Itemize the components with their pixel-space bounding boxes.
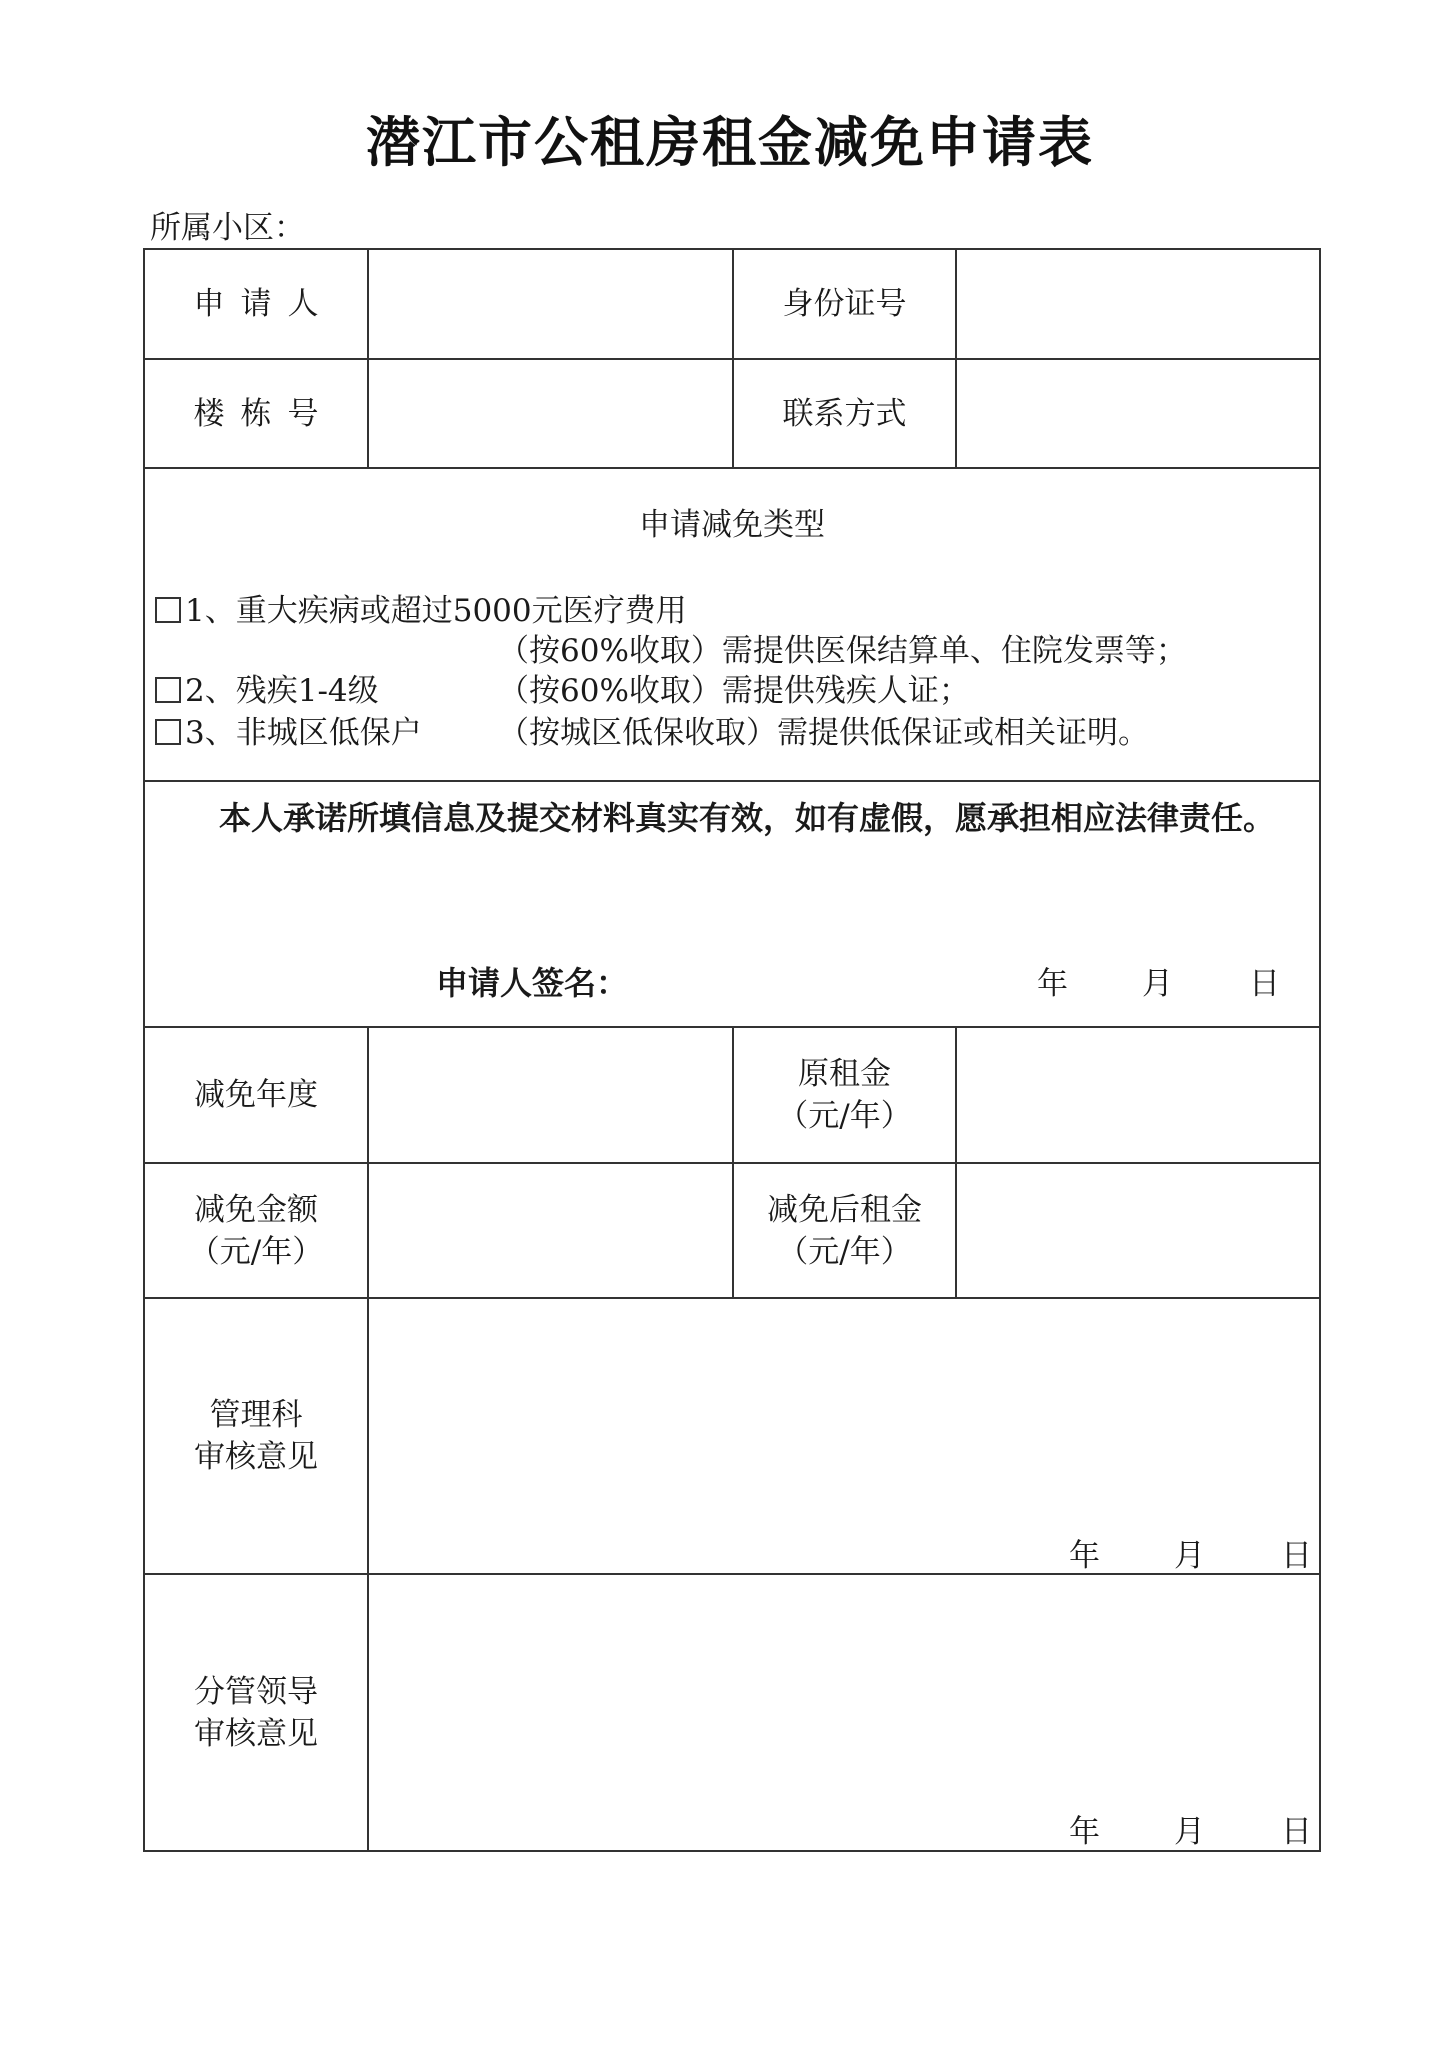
management-review-line2: 审核意见	[194, 1439, 318, 1475]
applicant-field[interactable]	[369, 252, 730, 356]
pledge-day: 日	[1249, 966, 1280, 1002]
leader-review-label-cell	[145, 1575, 367, 1850]
applicant-label: 申请人	[193, 286, 335, 322]
leader-review-line1: 分管领导	[194, 1673, 318, 1710]
option-disability[interactable]	[155, 665, 379, 710]
reduction-year-field[interactable]	[369, 1030, 730, 1160]
document-title: 潜江市公租房租金减免申请表	[366, 110, 1094, 174]
leader-review-field[interactable]	[369, 1577, 1317, 1797]
leader-review-year: 年	[1069, 1814, 1100, 1850]
pledge-text: 本人承诺所填信息及提交材料真实有效，如有虚假，愿承担相应法律责任。	[219, 799, 1276, 837]
original-rent-label-cell	[734, 1028, 955, 1162]
building-label-cell	[145, 360, 367, 467]
option-note: （按城区低保收取）需提供低保证或相关证明。	[498, 715, 1149, 751]
community-label: 所属小区：	[150, 210, 305, 246]
option-note: （按60%收取）需提供残疾人证；	[498, 673, 970, 709]
reduction-amount-label-cell	[145, 1164, 367, 1297]
rent-after-field[interactable]	[957, 1166, 1317, 1295]
pledge-year: 年	[1037, 966, 1068, 1002]
contact-label-cell	[734, 360, 955, 467]
building-field[interactable]	[369, 362, 730, 465]
option-label: 3、非城区低保户	[185, 715, 422, 751]
signature-field[interactable]	[645, 952, 1065, 1002]
original-rent-field[interactable]	[957, 1030, 1317, 1160]
management-review-year: 年	[1069, 1538, 1100, 1574]
applicant-label-cell	[145, 250, 367, 358]
id-number-label-cell	[734, 250, 955, 358]
reduction-year-label: 减免年度	[194, 1077, 318, 1113]
unit-label: （元/年）	[777, 1233, 912, 1270]
option-low-income[interactable]	[155, 707, 422, 752]
rent-after-label: 减免后租金	[767, 1191, 922, 1228]
option-note: （按60%收取）需提供医保结算单、住院发票等；	[498, 633, 1187, 669]
management-review-field[interactable]	[369, 1301, 1317, 1521]
reduction-year-label-cell	[145, 1028, 367, 1162]
option-label: 2、残疾1-4级	[185, 673, 379, 709]
pledge-month: 月	[1142, 966, 1173, 1002]
pledge-section	[145, 782, 1319, 1026]
reduction-amount-label: 减免金额	[194, 1191, 318, 1228]
signature-label: 申请人签名：	[436, 964, 629, 1002]
management-review-month: 月	[1174, 1538, 1205, 1574]
checkbox-icon[interactable]	[155, 719, 181, 745]
building-label: 楼栋号	[193, 395, 335, 432]
application-form	[143, 248, 1321, 1852]
original-rent-label: 原租金	[798, 1056, 891, 1092]
leader-review-month: 月	[1174, 1814, 1205, 1850]
unit-label: （元/年）	[777, 1098, 912, 1134]
option-serious-illness[interactable]	[155, 585, 687, 630]
management-review-label-cell	[145, 1299, 367, 1573]
rent-after-label-cell	[734, 1164, 955, 1297]
leader-review-line2: 审核意见	[194, 1715, 318, 1752]
management-review-day: 日	[1281, 1538, 1312, 1574]
management-review-line1: 管理科	[209, 1397, 303, 1433]
unit-label: （元/年）	[188, 1233, 324, 1270]
reduction-type-section	[145, 469, 1319, 780]
reduction-type-title: 申请减免类型	[639, 507, 825, 543]
contact-field[interactable]	[957, 362, 1317, 465]
checkbox-icon[interactable]	[155, 677, 181, 703]
contact-label: 联系方式	[782, 395, 907, 432]
checkbox-icon[interactable]	[155, 597, 181, 623]
id-number-field[interactable]	[957, 252, 1317, 356]
reduction-amount-field[interactable]	[369, 1166, 730, 1295]
leader-review-day: 日	[1281, 1814, 1312, 1850]
id-number-label: 身份证号	[782, 286, 907, 322]
option-label: 1、重大疾病或超过5000元医疗费用	[185, 593, 687, 629]
